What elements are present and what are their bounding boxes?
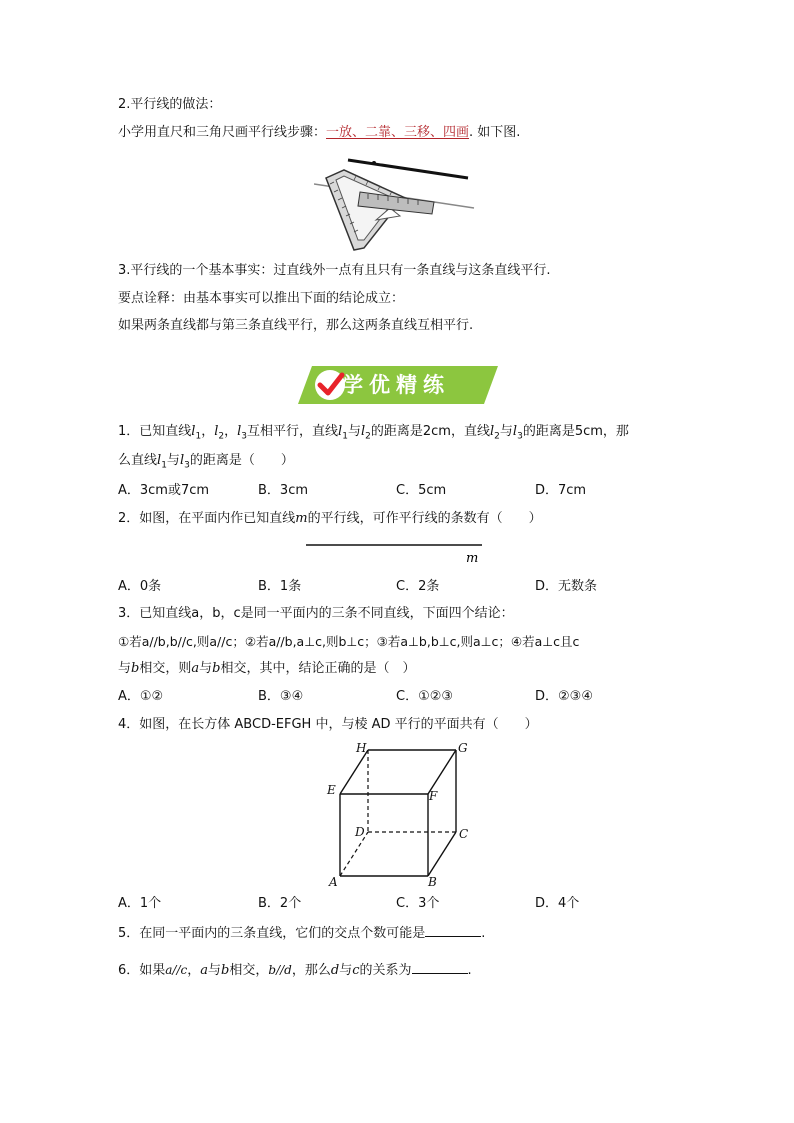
var-l: l [179,453,185,468]
q6-text: 与 [339,963,353,978]
q3-text: 相交，则 [139,661,192,676]
section3-fact: 3.平行线的一个基本事实：过直线外一点有且只有一条直线与这条直线平行. [118,263,551,278]
var-sub: 1 [161,460,167,471]
q1-option-b[interactable]: B．3cm [258,483,309,498]
q5-text: 5．在同一平面内的三条直线，它们的交点个数可能是 [118,926,426,941]
var-sub: 3 [184,460,190,471]
q1-text: ， [201,424,215,439]
vertex-B: B [428,875,437,889]
var-a: a [200,963,209,978]
edge-BC [428,832,456,876]
var-l: l [360,424,366,439]
q4-option-b[interactable]: B．2个 [258,896,302,911]
q2-option-c[interactable]: C．2条 [396,579,440,594]
q6-text: 的关系为 [359,963,412,978]
q6-relation: b//d [268,963,292,977]
line-m-figure [306,538,486,566]
var-sub: 2 [218,431,225,442]
var-b: b [221,963,230,978]
q1-text: 与 [166,453,180,468]
var-sub: 1 [195,431,202,442]
q6-text: ， [187,963,201,978]
var-sub: 3 [241,431,248,442]
var-b: b [212,661,221,676]
q2-text: 的平行线，可作平行线的条数有（ ） [307,511,542,526]
section2-heading: 2.平行线的做法： [118,97,222,112]
q1-distance: 2cm [422,424,451,439]
pencil-point [372,161,376,165]
q6-answer-blank[interactable] [412,959,468,974]
q5-end: . [481,926,486,941]
q5-answer-blank[interactable] [425,922,481,937]
q1-option-c[interactable]: C．5cm [396,483,447,498]
q3-text: 相交，其中，结论正确的是（ ） [220,661,416,676]
q1-text: 的距离是（ ） [189,453,294,468]
steps-highlight: 一放、二靠、三移、四画 [326,125,470,140]
q1-text: ， [224,424,238,439]
var-c: c [352,963,360,978]
q3-stem: 3．已知直线a，b，c是同一平面内的三条不同直线，下面四个结论： [118,606,514,621]
var-l: l [157,453,162,468]
edge-EH [340,750,368,794]
q4-option-d[interactable]: D．4个 [535,896,580,911]
q3-option-c[interactable]: C．①②③ [396,689,454,704]
ruler-triangle-figure [314,156,480,254]
var-m: m [295,511,308,526]
q1-text: 与 [347,424,361,439]
section3-conclusion: 如果两条直线都与第三条直线平行，那么这两条直线互相平行. [118,318,474,333]
q2-option-a[interactable]: A．0条 [118,579,162,594]
q3-option-d[interactable]: D．②③④ [535,689,593,704]
vertex-D: D [355,825,365,839]
q3-conclusion-1: ①若a//b,b//c,则a//c； [118,634,245,649]
q6-relation: a//c [165,963,188,977]
q3-text: 与 [118,661,132,676]
vertex-A: A [329,875,338,889]
q1-text: 的距离是 [370,424,423,439]
q6-end: . [467,963,472,978]
q3-line3 [118,660,415,678]
q4-option-c[interactable]: C．3个 [396,896,440,911]
q5-stem [118,922,485,943]
var-l: l [338,424,343,439]
vertex-C: C [459,827,469,841]
var-l: l [490,424,495,439]
steps-prefix: 小学用直尺和三角尺画平行线步骤： [118,125,327,140]
q3-conclusion-3: ③若a⊥b,b⊥c,则a⊥c； [376,634,511,649]
q6-text: 6．如果 [118,963,166,978]
q4-option-a[interactable]: A．1个 [118,896,162,911]
q1-line1 [118,423,629,446]
q1-text: 的距离是5cm，那 [522,424,629,439]
q1-text: 与 [499,424,513,439]
q3-option-b[interactable]: B．③④ [258,689,304,704]
vertex-G: G [458,741,468,755]
var-l: l [237,424,242,439]
var-d: d [330,963,340,978]
banner-title: 学优精练 [342,373,450,397]
q2-text: 2．如图，在平面内作已知直线 [118,511,296,526]
var-b: b [131,661,140,676]
q1-text: 1．已知直线 [118,424,192,439]
q3-text: 与 [199,661,213,676]
var-l: l [214,424,219,439]
var-a: a [191,661,200,676]
q6-text: 相交， [229,963,269,978]
q3-conclusion-2: ②若a//b,a⊥c,则b⊥c； [244,634,377,649]
q1-option-a[interactable]: A．3cm或7cm [118,483,210,498]
q2-option-d[interactable]: D．无数条 [535,579,598,594]
q3-conclusions [118,633,579,651]
q1-text: 么直线 [118,453,158,468]
vertex-F: F [429,789,438,803]
q6-stem [118,959,472,980]
section2-steps [118,124,520,142]
var-l: l [191,424,196,439]
q1-text: 互相平行，直线 [247,424,339,439]
line-m-label: m [466,551,479,566]
vertex-E: E [327,783,336,797]
var-l: l [512,424,518,439]
q3-option-a[interactable]: A．①② [118,689,164,704]
q6-text: 与 [208,963,222,978]
q2-option-b[interactable]: B．1条 [258,579,302,594]
q3-conclusion-4: ④若a⊥c且c [510,634,580,649]
edge-FG [428,750,456,794]
q1-option-d[interactable]: D．7cm [535,483,587,498]
var-sub: 1 [342,431,348,442]
section3-note: 要点诠释：由基本事实可以推出下面的结论成立： [118,291,405,306]
q1-line2 [118,452,294,475]
q4-stem: 4．如图，在长方体 ABCD-EFGH 中，与棱 AD 平行的平面共有（ ） [118,717,538,732]
var-sub: 2 [365,431,371,442]
steps-suffix: . 如下图. [469,125,521,140]
vertex-H: H [356,741,367,755]
cuboid-figure [322,738,472,892]
q6-text: ，那么 [291,963,331,978]
q1-text: ，直线 [450,424,490,439]
var-sub: 3 [517,431,523,442]
q2-stem [118,510,542,528]
var-sub: 2 [494,431,500,442]
drawn-parallel-line [348,160,468,178]
